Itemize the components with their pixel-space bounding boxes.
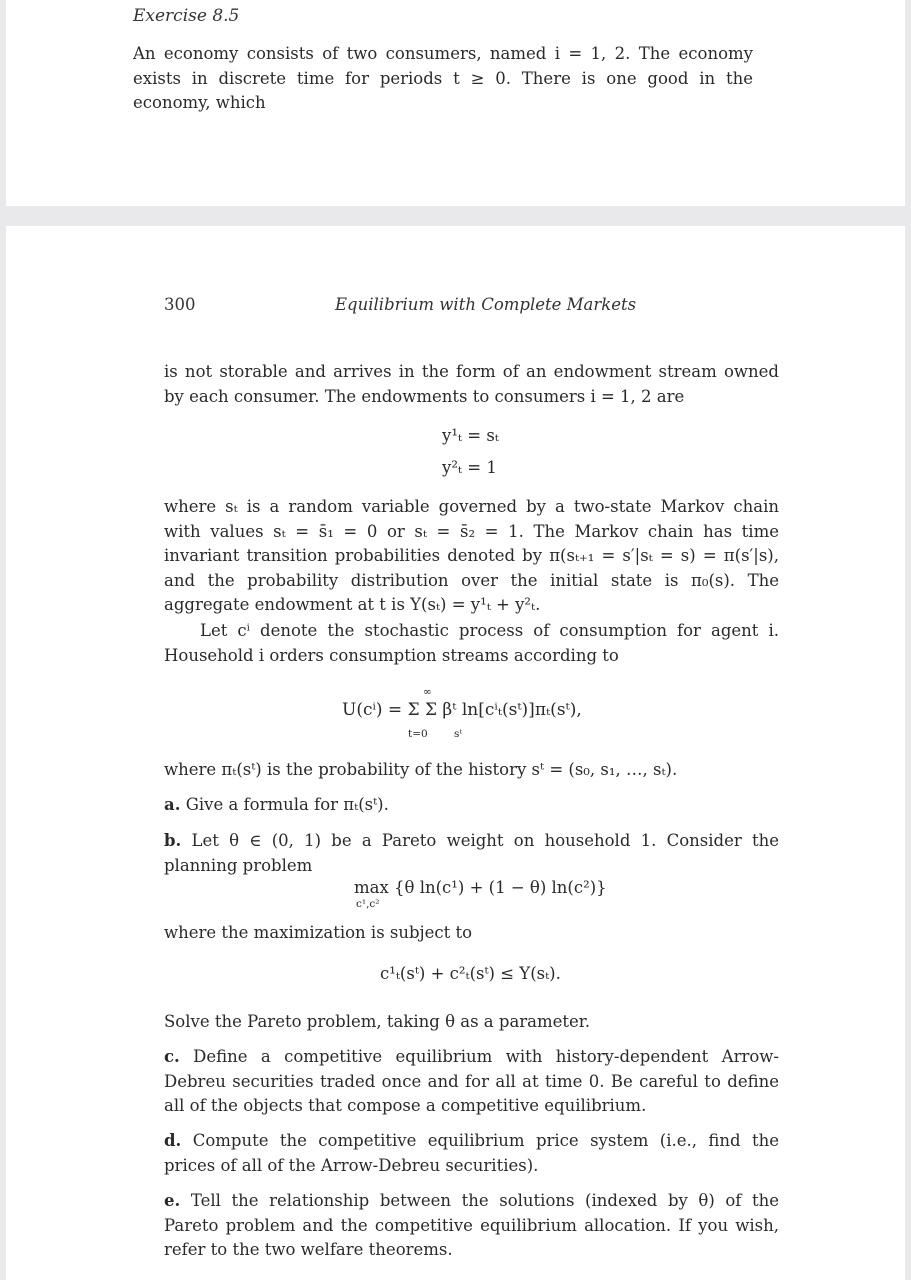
paragraph-endowment: is not storable and arrives in the form of an endowment stream owned by each consumer. The endowments to consumers i = 1, 2 are [164, 362, 779, 406]
page-main [6, 226, 905, 1280]
equation-pareto-max: max {θ ln(c¹) + (1 − θ) ln(c²)} [354, 878, 607, 897]
sum-upper-limit: ∞ [423, 686, 432, 698]
part-a [164, 793, 779, 818]
exercise-title: Exercise 8.5 [133, 6, 240, 26]
part-a-label: a. [164, 795, 181, 814]
sum-lower-t: t=0 [408, 728, 428, 740]
part-d [164, 1129, 779, 1178]
paragraph-markov: where sₜ is a random variable governed by a two-state Markov chain with values sₜ = s̄₁ = 0 or sₜ = s̄₂ = 1. The Markov chain has time invariant transition probabilities denoted by π(sₜ₊₁ = s′|sₜ = s) = π(s′|s), and the probability distribution over the initial state is π₀(s). The aggregate endowment at t is Y(sₜ) = y¹ₜ + y²ₜ. [164, 497, 779, 615]
sum-lower-s: sᵗ [454, 728, 462, 740]
equation-utility: U(cⁱ) = Σ Σ βᵗ ln[cⁱₜ(sᵗ)]πₜ(sᵗ), [342, 700, 582, 720]
part-c-label: c. [164, 1047, 180, 1066]
equation-y2: y²ₜ = 1 [442, 458, 497, 477]
part-b-text: Let θ ∈ (0, 1) be a Pareto weight on household 1. Consider the planning problem [164, 831, 779, 875]
max-subscript: c¹,c² [356, 898, 380, 910]
paragraph-history: where πₜ(sᵗ) is the probability of the history sᵗ = (s₀, s₁, …, sₜ). [164, 760, 678, 779]
part-b [164, 829, 779, 878]
part-c-text: Define a competitive equilibrium with history-dependent Arrow-Debreu securities traded once and for all at time 0. Be careful to define all of the objects that compose a competitive equilibrium. [164, 1047, 779, 1116]
paragraph-consumption: Let cⁱ denote the stochastic process of consumption for agent i. Household i orders consumption streams according to [164, 621, 779, 665]
part-e-label: e. [164, 1191, 181, 1210]
paragraph-subject: where the maximization is subject to [164, 923, 473, 942]
part-b-label: b. [164, 831, 182, 850]
part-c [164, 1045, 779, 1119]
equation-y1: y¹ₜ = sₜ [442, 426, 499, 445]
page-number: 300 [164, 295, 196, 314]
part-d-label: d. [164, 1131, 182, 1150]
part-d-text: Compute the competitive equilibrium price system (i.e., find the prices of all of the Arrow-Debreu securities). [164, 1131, 779, 1175]
part-e [164, 1189, 779, 1263]
running-head: Equilibrium with Complete Markets [335, 295, 637, 314]
part-a-text: Give a formula for πₜ(sᵗ). [185, 795, 389, 814]
page-top [6, 0, 905, 206]
intro-paragraph: An economy consists of two consumers, named i = 1, 2. The economy exists in discrete time for periods t ≥ 0. There is one good in the economy, which [133, 44, 753, 113]
part-e-text: Tell the relationship between the solutions (indexed by θ) of the Pareto problem and the competitive equilibrium allocation. If you wish, refer to the two welfare theorems. [164, 1191, 779, 1260]
equation-constraint: c¹ₜ(sᵗ) + c²ₜ(sᵗ) ≤ Y(sₜ). [380, 964, 561, 983]
paragraph-solve: Solve the Pareto problem, taking θ as a parameter. [164, 1012, 591, 1031]
